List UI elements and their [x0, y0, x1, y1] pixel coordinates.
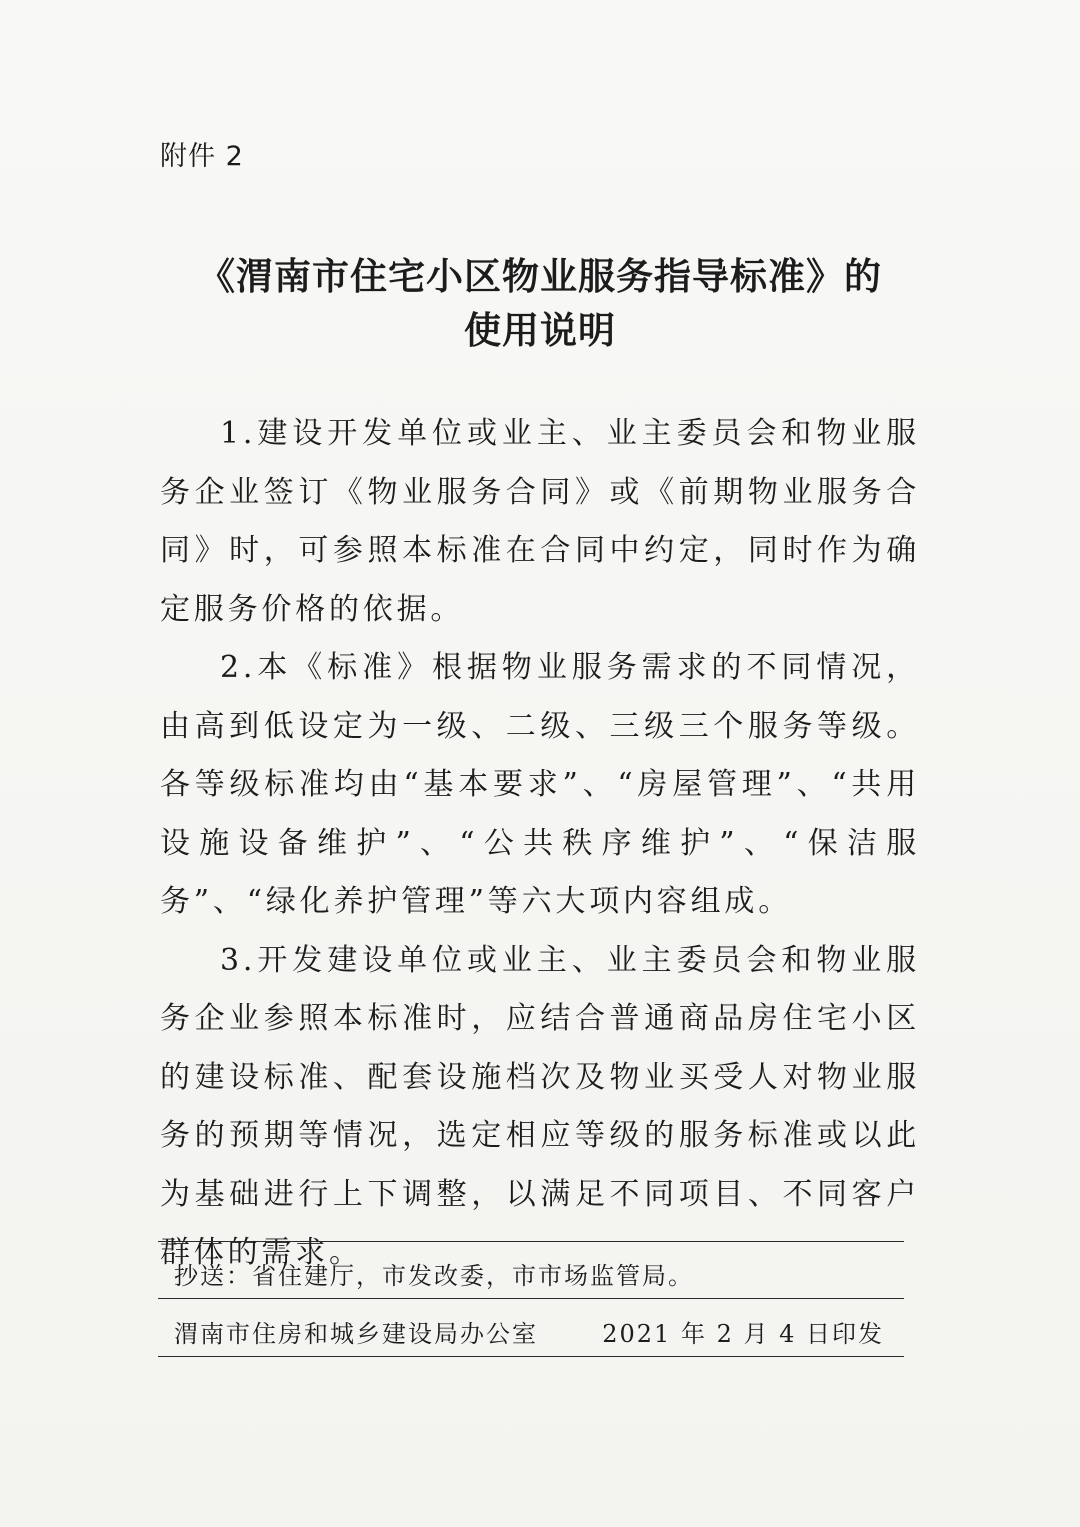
issue-date: 2021 年 2 月 4 日印发: [602, 1320, 884, 1348]
attachment-label: 附件 2: [160, 141, 244, 172]
document-title-line-2: 使用说明: [464, 309, 616, 352]
document-body: [160, 405, 920, 1283]
footer-divider-middle: [158, 1298, 904, 1299]
body-paragraph-1: 1.建设开发单位或业主、业主委员会和物业服务企业签订《物业服务合同》或《前期物业服务合同》时，可参照本标准在合同中约定，同时作为确定服务价格的依据。: [160, 416, 920, 627]
document-title-line-1: 《渭南市住宅小区物业服务指导标准》的: [198, 255, 882, 298]
footer-divider-bottom: [158, 1356, 904, 1357]
footer-divider-top: [158, 1241, 904, 1242]
issuing-office: 渭南市住房和城乡建设局办公室: [174, 1320, 538, 1348]
body-paragraph-3: 3.开发建设单位或业主、业主委员会和物业服务企业参照本标准时，应结合普通商品房住宅小区的建设标准、配套设施档次及物业买受人对物业服务的预期等情况，选定相应等级的服务标准或以此为基础进行上下调整，以满足不同项目、不同客户群体的需求。: [160, 942, 920, 1270]
body-paragraph-2: 2.本《标准》根据物业服务需求的不同情况，由高到低设定为一级、二级、三级三个服务等级。各等级标准均由“基本要求”、“房屋管理”、“共用设施设备维护”、“公共秩序维护”、“保洁服务”、“绿化养护管理”等六大项内容组成。: [160, 650, 920, 919]
cc-recipients: 抄送：省住建厅，市发改委，市市场监管局。: [174, 1262, 694, 1290]
